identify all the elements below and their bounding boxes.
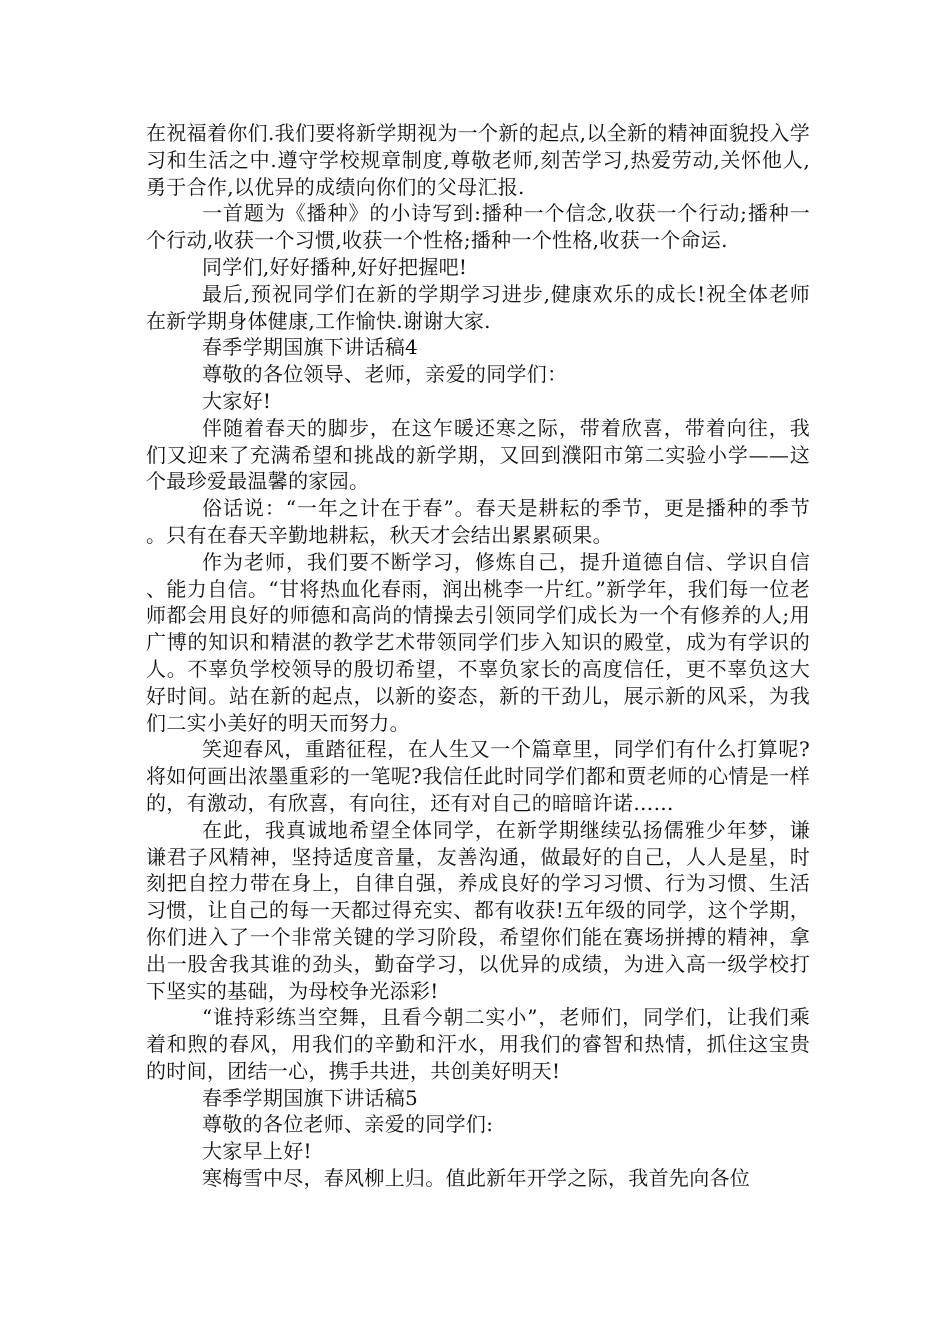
paragraph-sow: 同学们,好好播种,好好把握吧! (202, 254, 468, 279)
section-title-5: 春季学期国旗下讲话稿5 (202, 1085, 419, 1110)
paragraph-hope: 在此，我真诚地希望全体同学，在新学期继续弘扬儒雅少年梦，谦谦君子风精神，坚持适度音量，友善沟通，做最好的自己，人人是星，时刻把自控力带在身上，自律自强，养成良好的学习习惯、行为习惯、生活习惯，让自己的每一天都过得充实、都有收获!五年级的同学，这个学期，你们进入了一个非常关键的学习阶段，希望你们能在赛场拼搏的精神，拿出一股舍我其谁的劲头，勤奋学习，以优异的成绩，为进入高一级学校打下坚实的基础，为母校争光添彩! (146, 817, 810, 1003)
salutation-5: 尊敬的各位老师、亲爱的同学们: (202, 1112, 494, 1137)
document-page (146, 120, 810, 1192)
paragraph-spring-steps: 伴随着春天的脚步，在这乍暖还寒之际，带着欣喜，带着向往，我们又迎来了充满希望和挑战的新学期，又回到濮阳市第二实验小学——这个最珍爱最温馨的家园。 (146, 415, 810, 494)
paragraph-blessing: 在祝福着你们.我们要将新学期视为一个新的起点,以全新的精神面貌投入学习和生活之中.遵守学校规章制度,尊敬老师,刻苦学习,热爱劳动,关怀他人,勇于合作,以优异的成绩向你们的父母汇报. (146, 121, 810, 199)
paragraph-poem: 一首题为《播种》的小诗写到:播种一个信念,收获一个行动;播种一个行动,收获一个习惯,收获一个性格;播种一个性格,收获一个命运. (146, 201, 810, 253)
paragraph-spring-wind: 笑迎春风，重踏征程，在人生又一个篇章里，同学们有什么打算呢?将如何画出浓墨重彩的一笔呢?我信任此时同学们都和贾老师的心情是一样的，有激动，有欣喜，有向往，还有对自己的暗暗许诺…… (146, 737, 810, 815)
paragraph-plum: 寒梅雪中尽，春风柳上归。值此新年开学之际，我首先向各位 (202, 1166, 751, 1191)
salutation-4: 尊敬的各位领导、老师，亲爱的同学们： (202, 362, 568, 387)
greeting-5: 大家早上好! (202, 1139, 312, 1164)
paragraph-rainbow: “谁持彩练当空舞，且看今朝二实小”，老师们，同学们，让我们乘着和煦的春风，用我们的辛勤和汗水，用我们的睿智和热情，抓住这宝贵的时间，团结一心，携手共进，共创美好明天! (146, 1005, 810, 1083)
greeting-4: 大家好! (202, 388, 272, 413)
section-title-4: 春季学期国旗下讲话稿4 (202, 335, 419, 360)
paragraph-proverb: 俗话说：“一年之计在于春”。春天是耕耘的季节，更是播种的季节。只有在春天辛勤地耕耘，秋天才会结出累累硕果。 (146, 496, 810, 547)
paragraph-teachers: 作为老师，我们要不断学习，修炼自己，提升道德自信、学识自信、能力自信。“甘将热血化春雨，润出桃李一片红。”新学年，我们每一位老师都会用良好的师德和高尚的情操去引领同学们成长为一个有修养的人;用广博的知识和精湛的教学艺术带领同学们步入知识的殿堂，成为有学识的人。不辜负学校领导的殷切希望，不辜负家长的高度信任，更不辜负这大好时间。站在新的起点，以新的姿态，新的干劲儿，展示新的风采，为我们二实小美好的明天而努力。 (146, 549, 810, 735)
paragraph-closing: 最后,预祝同学们在新的学期学习进步,健康欢乐的成长!祝全体老师在新学期身体健康,工作愉快.谢谢大家. (146, 281, 810, 333)
